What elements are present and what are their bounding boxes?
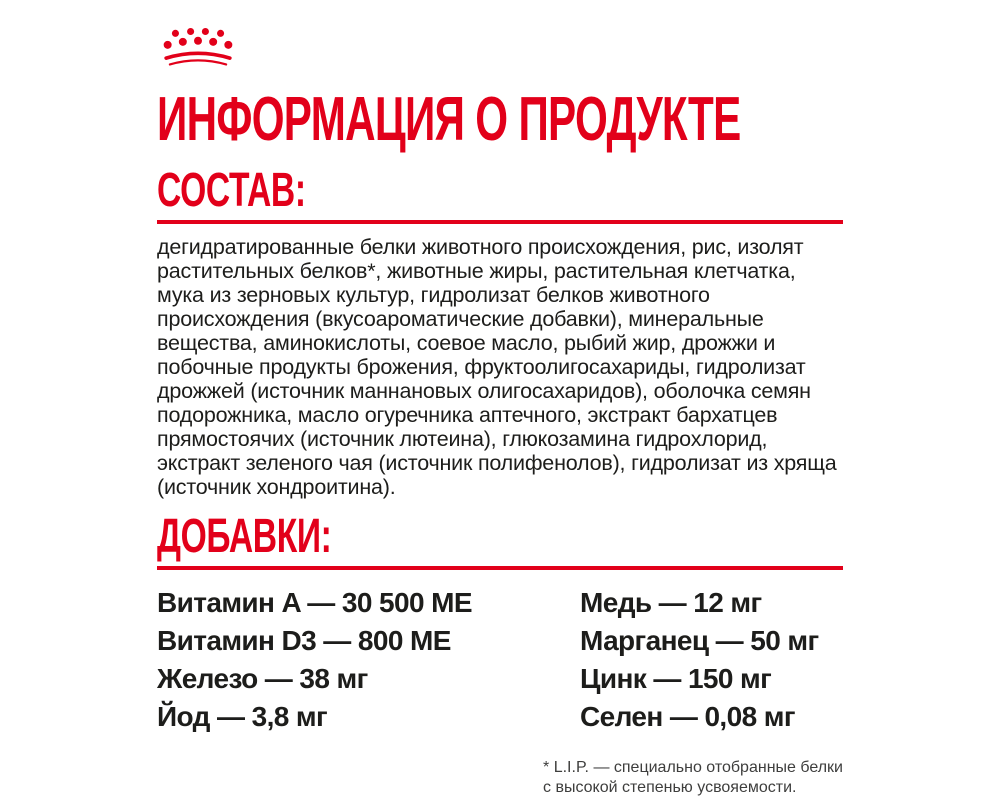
additive-iodine: Йод — 3,8 мг bbox=[157, 701, 328, 732]
additives-table bbox=[157, 584, 843, 736]
additive-selenium: Селен — 0,08 мг bbox=[580, 701, 795, 732]
additive-vitamin-a: Витамин A — 30 500 МЕ bbox=[157, 587, 472, 618]
additive-manganese: Марганец — 50 мг bbox=[580, 625, 819, 656]
additives-section bbox=[157, 510, 843, 736]
additives-heading: ДОБАВКИ: bbox=[157, 510, 332, 563]
additive-copper: Медь — 12 мг bbox=[580, 587, 762, 618]
additives-divider bbox=[157, 566, 843, 570]
footnote-line-2: с высокой степенью усвояемости. bbox=[543, 779, 797, 796]
additive-iron: Железо — 38 мг bbox=[157, 663, 368, 694]
composition-heading: СОСТАВ: bbox=[157, 164, 306, 217]
lip-footnote bbox=[543, 758, 843, 798]
additive-zinc: Цинк — 150 мг bbox=[580, 663, 772, 694]
additive-vitamin-d3: Витамин D3 — 800 МЕ bbox=[157, 625, 451, 656]
additives-column-left bbox=[157, 584, 580, 736]
composition-section bbox=[157, 164, 843, 499]
composition-text: дегидратированные белки животного происхождения, рис, изолят растительных белков*, животные жиры, растительная клетчатка, мука из зерновых культур, гидролизат белков животного происхождения (вкусоароматические добавки), минеральные вещества, аминокислоты, соевое масло, рыбий жир, дрожжи и побочные продукты брожения, фруктоолигосахариды, гидролизат дрожжей (источник маннановых олигосахаридов), оболочка семян подорожника, масло огуречника аптечного, экстракт бархатцев прямостоячих (источник лютеина), глюкозамина гидрохлорид, экстракт зеленого чая (источник полифенолов), гидролизат из хряща (источник хондроитина). bbox=[157, 235, 837, 499]
additives-column-right bbox=[580, 584, 843, 736]
composition-divider bbox=[157, 220, 843, 224]
royal-canin-crown-icon bbox=[161, 27, 235, 73]
footnote-line-1: * L.I.P. — специально отобранные белки bbox=[543, 759, 843, 776]
page-title: ИНФОРМАЦИЯ О ПРОДУКТЕ bbox=[157, 85, 741, 154]
